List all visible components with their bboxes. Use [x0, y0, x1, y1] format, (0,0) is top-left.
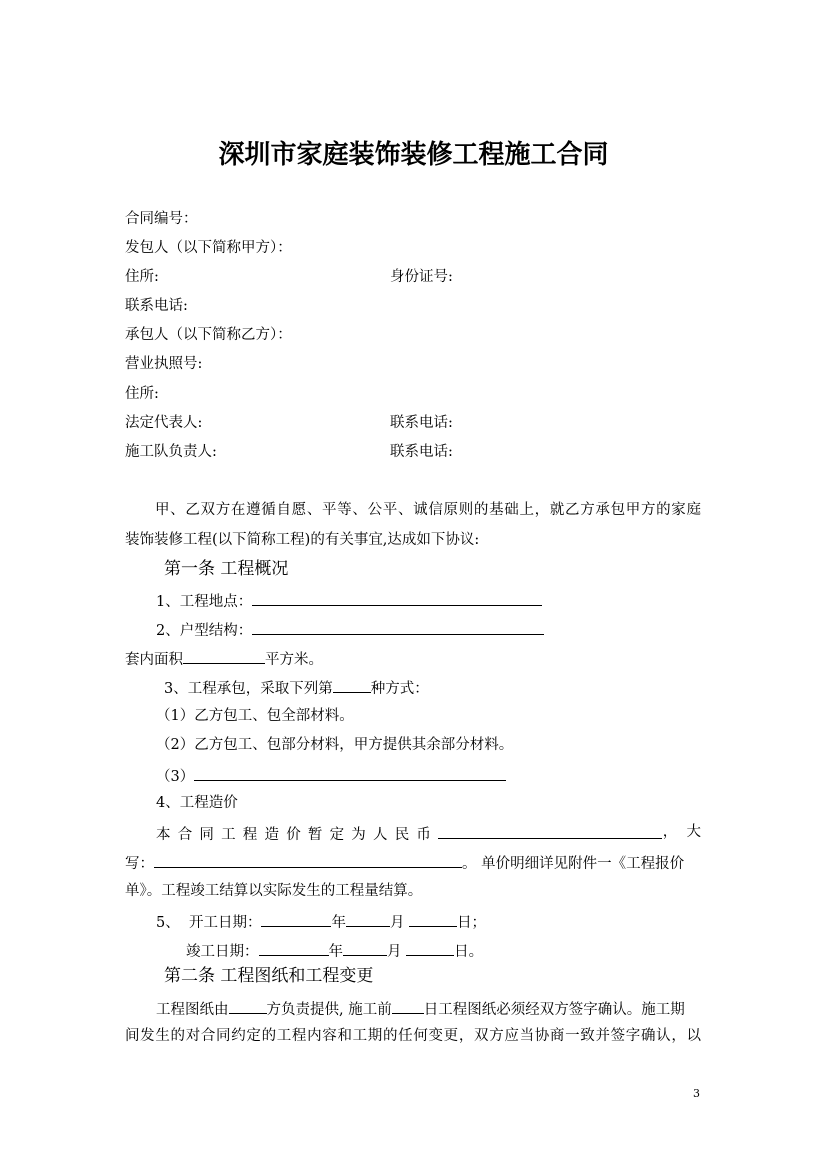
- crew-leader-phone-label: 联系电话:: [390, 444, 453, 460]
- page-number: 3: [693, 1087, 700, 1100]
- price-line-2-prefix: 写：: [125, 856, 154, 872]
- drawings-confirm-label: 日工程图纸必须经双方签字确认。施工期: [423, 1002, 685, 1018]
- legal-rep-phone-label: 联系电话:: [390, 415, 453, 431]
- site-blank: [252, 591, 542, 606]
- price-amount-blank: [438, 824, 662, 839]
- legal-rep-label: 法定代表人:: [125, 415, 203, 431]
- party-a-label: 发包人（以下简称甲方）：: [125, 240, 292, 256]
- start-day-blank: [409, 912, 457, 927]
- contracting-blank: [333, 678, 371, 693]
- price-line-1-prefix: 本合同工程造价暂定为人民币: [156, 827, 439, 843]
- price-line-2: [125, 853, 684, 873]
- start-date-label: 5、 开工日期：: [156, 915, 262, 931]
- start-month-label: 月: [389, 915, 405, 931]
- area-blank: [183, 649, 265, 664]
- area-suffix: 平方米。: [265, 652, 323, 668]
- id-number-label: 身份证号:: [390, 269, 453, 285]
- price-line-1-suffix: ， 大: [662, 824, 701, 840]
- document-title: 深圳市家庭装饰装修工程施工合同: [218, 140, 609, 170]
- option-3-label: （3）: [156, 769, 195, 785]
- option-3-field: [156, 766, 506, 786]
- layout-blank: [252, 620, 544, 635]
- option-1: （1）乙方包工、包全部材料。: [156, 708, 354, 724]
- contracting-method-field: [164, 678, 429, 698]
- price-line-1: [156, 824, 701, 844]
- article-2-line-2: 间发生的对合同约定的工程内容和工期的任何变更，双方应当协商一致并签字确认，以: [125, 1028, 701, 1044]
- price-words-blank: [154, 853, 462, 868]
- end-year-label: 年: [328, 944, 343, 960]
- layout-label: 2、户型结构：: [156, 623, 253, 639]
- drawings-before-label: 方负责提供, 施工前: [266, 1002, 392, 1018]
- party-b-label: 承包人（以下简称乙方）：: [125, 327, 292, 343]
- business-license-label: 营业执照号:: [125, 356, 203, 372]
- drawings-party-blank: [229, 999, 267, 1014]
- price-line-3: 单》。工程竣工结算以实际发生的工程量结算。: [125, 883, 423, 899]
- price-line-2-suffix: 。 单价明细详见附件一《工程报价: [462, 856, 685, 872]
- option-2: （2）乙方包工、包部分材料，甲方提供其余部分材料。: [156, 737, 514, 753]
- start-month-blank: [346, 912, 390, 927]
- end-day-label: 日。: [454, 944, 484, 960]
- intro-paragraph-line-2: 装饰装修工程(以下简称工程)的有关事宜,达成如下协议:: [125, 532, 480, 548]
- contracting-prefix: 3、工程承包，采取下列第: [164, 681, 333, 697]
- drawings-days-blank: [392, 999, 424, 1014]
- contracting-suffix: 种方式：: [370, 681, 429, 697]
- end-day-blank: [406, 941, 454, 956]
- crew-leader-label: 施工队负责人:: [125, 444, 217, 460]
- layout-field: [156, 620, 544, 640]
- party-b-address-label: 住所:: [125, 386, 159, 402]
- drawings-by-label: 工程图纸由: [156, 1002, 229, 1018]
- option-3-blank: [194, 766, 506, 781]
- end-year-blank: [259, 941, 329, 956]
- area-prefix: 套内面积: [125, 652, 183, 668]
- article-1-heading: 第一条 工程概况: [164, 559, 289, 579]
- price-heading: 4、工程造价: [156, 795, 238, 811]
- start-day-label: 日；: [457, 915, 487, 931]
- contract-no-label: 合同编号：: [125, 211, 198, 227]
- party-a-address-label: 住所:: [125, 269, 159, 285]
- site-field: [156, 591, 542, 611]
- start-year-blank: [261, 912, 331, 927]
- end-month-label: 月: [387, 944, 402, 960]
- end-date-label: 竣工日期：: [186, 944, 259, 960]
- site-label: 1、工程地点：: [156, 594, 253, 610]
- start-year-label: 年: [331, 915, 346, 931]
- start-date-field: [156, 912, 486, 932]
- party-a-phone-label: 联系电话:: [125, 298, 188, 314]
- end-date-field: [186, 941, 483, 961]
- end-month-blank: [343, 941, 387, 956]
- article-2-line-1: [156, 999, 701, 1019]
- intro-paragraph-line-1: 甲、乙双方在遵循自愿、平等、公平、诚信原则的基础上，就乙方承包甲方的家庭: [155, 502, 701, 518]
- article-2-heading: 第二条 工程图纸和工程变更: [164, 966, 374, 986]
- area-field: [125, 649, 323, 669]
